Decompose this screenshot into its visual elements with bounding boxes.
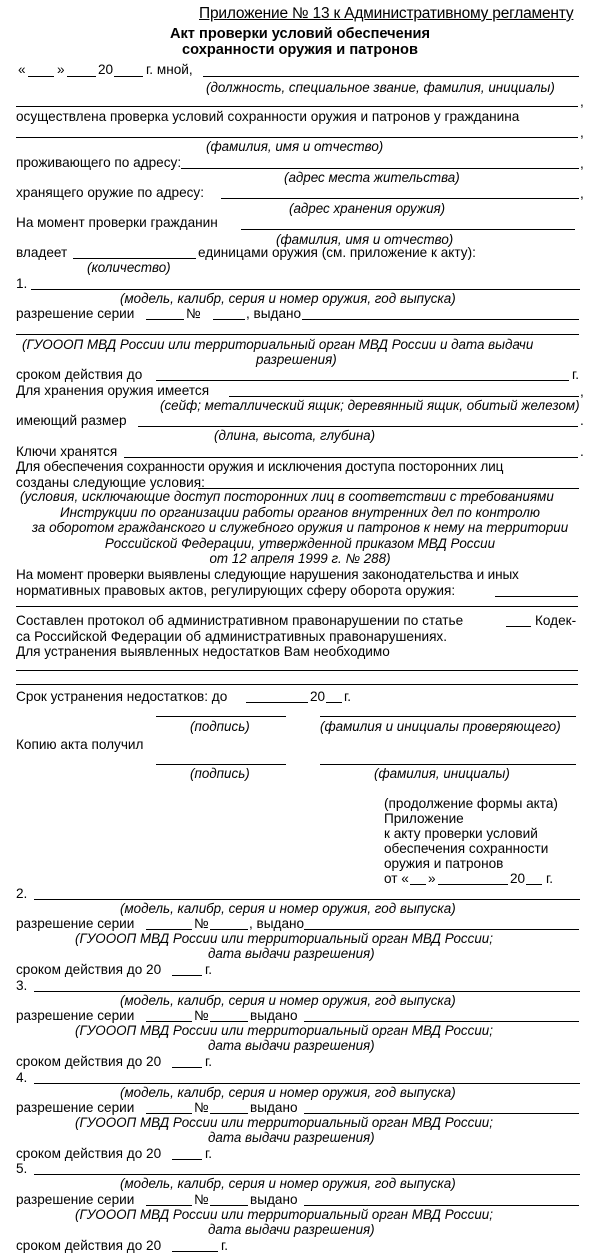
remedy-blank-1[interactable] xyxy=(16,670,578,671)
weapon-issued-blank[interactable] xyxy=(304,1113,579,1114)
deadline-year-prefix: 20 xyxy=(310,689,326,704)
date-day-blank[interactable] xyxy=(28,76,54,77)
recipient-signature-blank[interactable] xyxy=(156,764,286,765)
storage-address-blank[interactable] xyxy=(221,198,579,199)
weapon-number: 5. xyxy=(16,1161,28,1176)
appendix-year-suffix: г. xyxy=(546,871,554,886)
weapon-valid-year-blank[interactable] xyxy=(172,1159,202,1160)
deadline-label: Срок устранения недостатков: до xyxy=(16,689,228,704)
deadline-year-blank[interactable] xyxy=(326,702,342,703)
weapon-valid-g: г. xyxy=(221,1238,229,1253)
valid-until-label: сроком действия до xyxy=(16,367,143,382)
weapon-issued-label: выдано xyxy=(250,1008,298,1023)
conditions-caption-4: Российской Федерации, утвержденной приказом МВД России xyxy=(104,536,496,551)
fio-caption: (фамилия, имя и отчество) xyxy=(206,139,384,154)
date-open-quote: « xyxy=(18,62,26,77)
weapon-series-blank[interactable] xyxy=(146,1205,192,1206)
signature-caption: (подпись) xyxy=(190,719,250,734)
weapon-no-label: № xyxy=(194,1192,209,1207)
fio-caption-2: (фамилия, имя и отчество) xyxy=(276,232,454,247)
conditions-caption-1: (условия, исключающие доступ посторонних лиц в соответствии с требованиями xyxy=(20,489,554,504)
weapon-valid-label: сроком действия до 20 xyxy=(16,962,162,977)
weapon-issued-blank[interactable] xyxy=(304,929,579,930)
deadline-date-blank[interactable] xyxy=(246,702,308,703)
weapon-series-blank[interactable] xyxy=(146,1113,192,1114)
weapon-model-caption: (модель, калибр, серия и номер оружия, год выпуска) xyxy=(120,901,456,916)
weapon-number: 4. xyxy=(16,1070,28,1085)
weapon-permit-label: разрешение серии xyxy=(16,1008,135,1023)
weapon-number-blank[interactable] xyxy=(210,1021,248,1022)
comma-3: , xyxy=(580,156,584,171)
weapon-valid-year-blank[interactable] xyxy=(172,1067,202,1068)
deadline-year-suffix: г. xyxy=(344,689,352,704)
item-1-model-blank[interactable] xyxy=(31,289,580,290)
document-title-line-2: сохранности оружия и патронов xyxy=(182,42,418,58)
storing-label: хранящего оружие по адресу: xyxy=(16,185,204,200)
having-size-label: имеющий размер xyxy=(16,413,127,428)
permit-number-blank[interactable] xyxy=(213,319,245,320)
citizen-name-2-blank[interactable] xyxy=(241,229,575,230)
residing-label: проживающего по адресу: xyxy=(16,155,182,170)
valid-until-year-suffix: г. xyxy=(572,367,580,382)
date-year-blank[interactable] xyxy=(114,76,143,77)
weapon-number-blank[interactable] xyxy=(210,929,248,930)
permit-no-label: № xyxy=(186,306,201,321)
comma-4: , xyxy=(580,186,584,201)
weapon-model-blank[interactable] xyxy=(34,1083,580,1084)
recipient-caption: (фамилия, инициалы) xyxy=(374,766,510,781)
dot-1: . xyxy=(580,413,584,428)
weapon-permit-label: разрешение серии xyxy=(16,1100,135,1115)
weapon-org-caption-1: (ГУОООП МВД России или территориальный орган МВД России; xyxy=(75,1115,493,1130)
weapon-valid-label: сроком действия до 20 xyxy=(16,1054,162,1069)
weapon-valid-g: г. xyxy=(205,1146,213,1161)
issuer-caption-1: (ГУОООП МВД России или территориальный орган МВД России и дата выдачи xyxy=(22,337,534,352)
safety-text-1: Для обеспечения сохранности оружия и исключения доступа посторонних лиц xyxy=(16,459,504,474)
weapon-valid-label: сроком действия до 20 xyxy=(16,1146,162,1161)
at-moment-label: На момент проверки гражданин xyxy=(16,215,218,230)
weapon-org-caption-2: дата выдачи разрешения) xyxy=(208,1038,375,1053)
conditions-caption-2: Инструкции по организации работы органов внутренних дел по контролю xyxy=(60,505,540,520)
conditions-caption-3: за оборотом гражданского и служебного оружия и патронов к нему на территории xyxy=(31,520,569,535)
weapon-valid-year-blank[interactable] xyxy=(172,1251,218,1252)
residence-address-blank[interactable] xyxy=(181,168,579,169)
copy-received-label: Копию акта получил xyxy=(16,737,144,752)
permit-series-label: разрешение серии xyxy=(16,306,135,321)
weapon-org-caption-2: дата выдачи разрешения) xyxy=(208,1222,375,1237)
appendix-date-close: » xyxy=(428,871,436,886)
appendix-title: Приложение xyxy=(384,811,464,826)
weapon-permit-label: разрешение серии xyxy=(16,1192,135,1207)
weapon-no-label: № xyxy=(194,1100,209,1115)
weapon-number: 3. xyxy=(16,978,28,993)
by-me-label: г. мной, xyxy=(146,62,193,77)
keys-location-blank[interactable] xyxy=(124,457,578,458)
appendix-reference: Приложение № 13 к Административному регламенту xyxy=(199,5,574,22)
weapon-series-blank[interactable] xyxy=(146,929,192,930)
appendix-year-blank[interactable] xyxy=(526,884,542,885)
appendix-line-4: обеспечения сохранности xyxy=(384,841,549,856)
residence-caption: (адрес места жительства) xyxy=(284,170,460,185)
violations-text-1: На момент проверки выявлены следующие нарушения законодательства и иных xyxy=(16,567,519,582)
safe-caption: (сейф; металлический ящик; деревянный ящик, обитый железом) xyxy=(160,398,580,413)
conditions-caption-5: от 12 апреля 1999 г. № 288) xyxy=(209,551,391,566)
permit-issued-blank[interactable] xyxy=(302,319,579,320)
permit-issued-label: , выдано xyxy=(246,306,302,321)
storage-caption: (адрес хранения оружия) xyxy=(289,201,446,216)
weapon-model-blank[interactable] xyxy=(34,899,580,900)
article-blank[interactable] xyxy=(506,626,531,627)
units-text: единицами оружия (см. приложение к акту): xyxy=(198,245,476,260)
weapon-permit-label: разрешение серии xyxy=(16,916,135,931)
appendix-continuation: (продолжение формы акта) xyxy=(384,796,558,811)
quantity-caption: (количество) xyxy=(87,260,171,275)
owns-label: владеет xyxy=(16,245,68,260)
weapon-no-label: № xyxy=(194,916,209,931)
violations-blank-1[interactable] xyxy=(495,596,578,597)
weapon-valid-year-blank[interactable] xyxy=(172,975,202,976)
recipient-name-blank[interactable] xyxy=(320,764,576,765)
comma-5: , xyxy=(580,384,584,399)
weapon-issued-blank[interactable] xyxy=(304,1205,579,1206)
appendix-date-from: от « xyxy=(384,871,409,886)
appendix-day-blank[interactable] xyxy=(410,884,426,885)
violations-blank-2[interactable] xyxy=(16,606,578,607)
appendix-year-prefix: 20 xyxy=(510,871,526,886)
weapon-valid-g: г. xyxy=(205,962,213,977)
weapon-issued-label: выдано xyxy=(250,1192,298,1207)
weapon-org-caption-2: дата выдачи разрешения) xyxy=(208,1130,375,1145)
weapon-issued-label: выдано xyxy=(250,1100,298,1115)
appendix-line-3: к акту проверки условий xyxy=(384,826,538,841)
date-month-blank[interactable] xyxy=(67,76,96,77)
weapon-model-caption: (модель, калибр, серия и номер оружия, год выпуска) xyxy=(120,993,456,1008)
official-continued-blank[interactable] xyxy=(16,106,578,107)
safety-text-2: созданы следующие условия: xyxy=(16,475,205,490)
protocol-text-1: Составлен протокол об административном правонарушении по статье xyxy=(16,613,464,628)
weapon-number-blank[interactable] xyxy=(210,1113,248,1114)
keys-label: Ключи хранятся xyxy=(16,444,118,459)
weapon-issued-label: , выдано xyxy=(249,916,305,931)
weapon-no-label: № xyxy=(194,1008,209,1023)
weapon-series-blank[interactable] xyxy=(146,1021,192,1022)
citizen-name-blank[interactable] xyxy=(16,137,578,138)
issuer-caption-2: разрешения) xyxy=(256,352,337,367)
date-close-quote: » xyxy=(57,62,65,77)
weapon-org-caption-1: (ГУОООП МВД России или территориальный орган МВД России; xyxy=(75,1207,493,1222)
item-1-number: 1. xyxy=(16,276,28,291)
signature-caption-2: (подпись) xyxy=(190,766,250,781)
protocol-text-1b: Кодек- xyxy=(535,613,577,628)
weapon-number-blank[interactable] xyxy=(210,1205,248,1206)
remedy-text: Для устранения выявленных недостатков Вам необходимо xyxy=(16,644,390,659)
weapon-model-caption: (модель, калибр, серия и номер оружия, год выпуска) xyxy=(120,1085,456,1100)
weapon-model-blank[interactable] xyxy=(34,991,580,992)
inspector-signature-blank[interactable] xyxy=(156,716,286,717)
appendix-month-blank[interactable] xyxy=(438,884,508,885)
official-name-blank[interactable] xyxy=(203,76,579,77)
weapon-issued-blank[interactable] xyxy=(304,1021,579,1022)
document-title-line-1: Акт проверки условий обеспечения xyxy=(169,26,431,42)
valid-until-blank[interactable] xyxy=(156,380,569,381)
appendix-line-5: оружия и патронов xyxy=(384,856,504,871)
comma-1: , xyxy=(580,94,584,109)
weapon-valid-label: сроком действия до 20 xyxy=(16,1238,162,1253)
protocol-text-2: са Российской Федерации об административных правонарушениях. xyxy=(16,629,448,644)
weapon-org-caption-1: (ГУОООП МВД России или территориальный орган МВД России; xyxy=(75,931,493,946)
permit-series-blank[interactable] xyxy=(146,319,184,320)
permit-issuer-blank[interactable] xyxy=(16,334,579,335)
weapon-valid-g: г. xyxy=(205,1054,213,1069)
model-caption-1: (модель, калибр, серия и номер оружия, год выпуска) xyxy=(120,291,456,306)
official-caption: (должность, специальное звание, фамилия, инициалы) xyxy=(206,80,555,95)
size-blank[interactable] xyxy=(138,426,578,427)
weapon-model-blank[interactable] xyxy=(34,1174,580,1175)
for-storage-label: Для хранения оружия имеется xyxy=(16,383,210,398)
violations-text-2: нормативных правовых актов, регулирующих сферу оборота оружия: xyxy=(16,583,456,598)
size-caption: (длина, высота, глубина) xyxy=(214,428,376,443)
check-conducted-text: осуществлена проверка условий сохранности оружия и патронов у гражданина xyxy=(16,109,520,124)
inspector-caption: (фамилия и инициалы проверяющего) xyxy=(320,719,561,734)
weapon-org-caption-2: дата выдачи разрешения) xyxy=(208,946,375,961)
dot-2: . xyxy=(580,444,584,459)
remedy-blank-2[interactable] xyxy=(16,684,578,685)
inspector-name-blank[interactable] xyxy=(320,716,576,717)
date-year-prefix: 20 xyxy=(98,62,114,77)
comma-2: , xyxy=(580,125,584,140)
quantity-blank[interactable] xyxy=(73,258,196,259)
weapon-number: 2. xyxy=(16,886,28,901)
weapon-model-caption: (модель, калибр, серия и номер оружия, год выпуска) xyxy=(120,1176,456,1191)
storage-type-blank[interactable] xyxy=(229,396,579,397)
weapon-org-caption-1: (ГУОООП МВД России или территориальный орган МВД России; xyxy=(75,1023,493,1038)
